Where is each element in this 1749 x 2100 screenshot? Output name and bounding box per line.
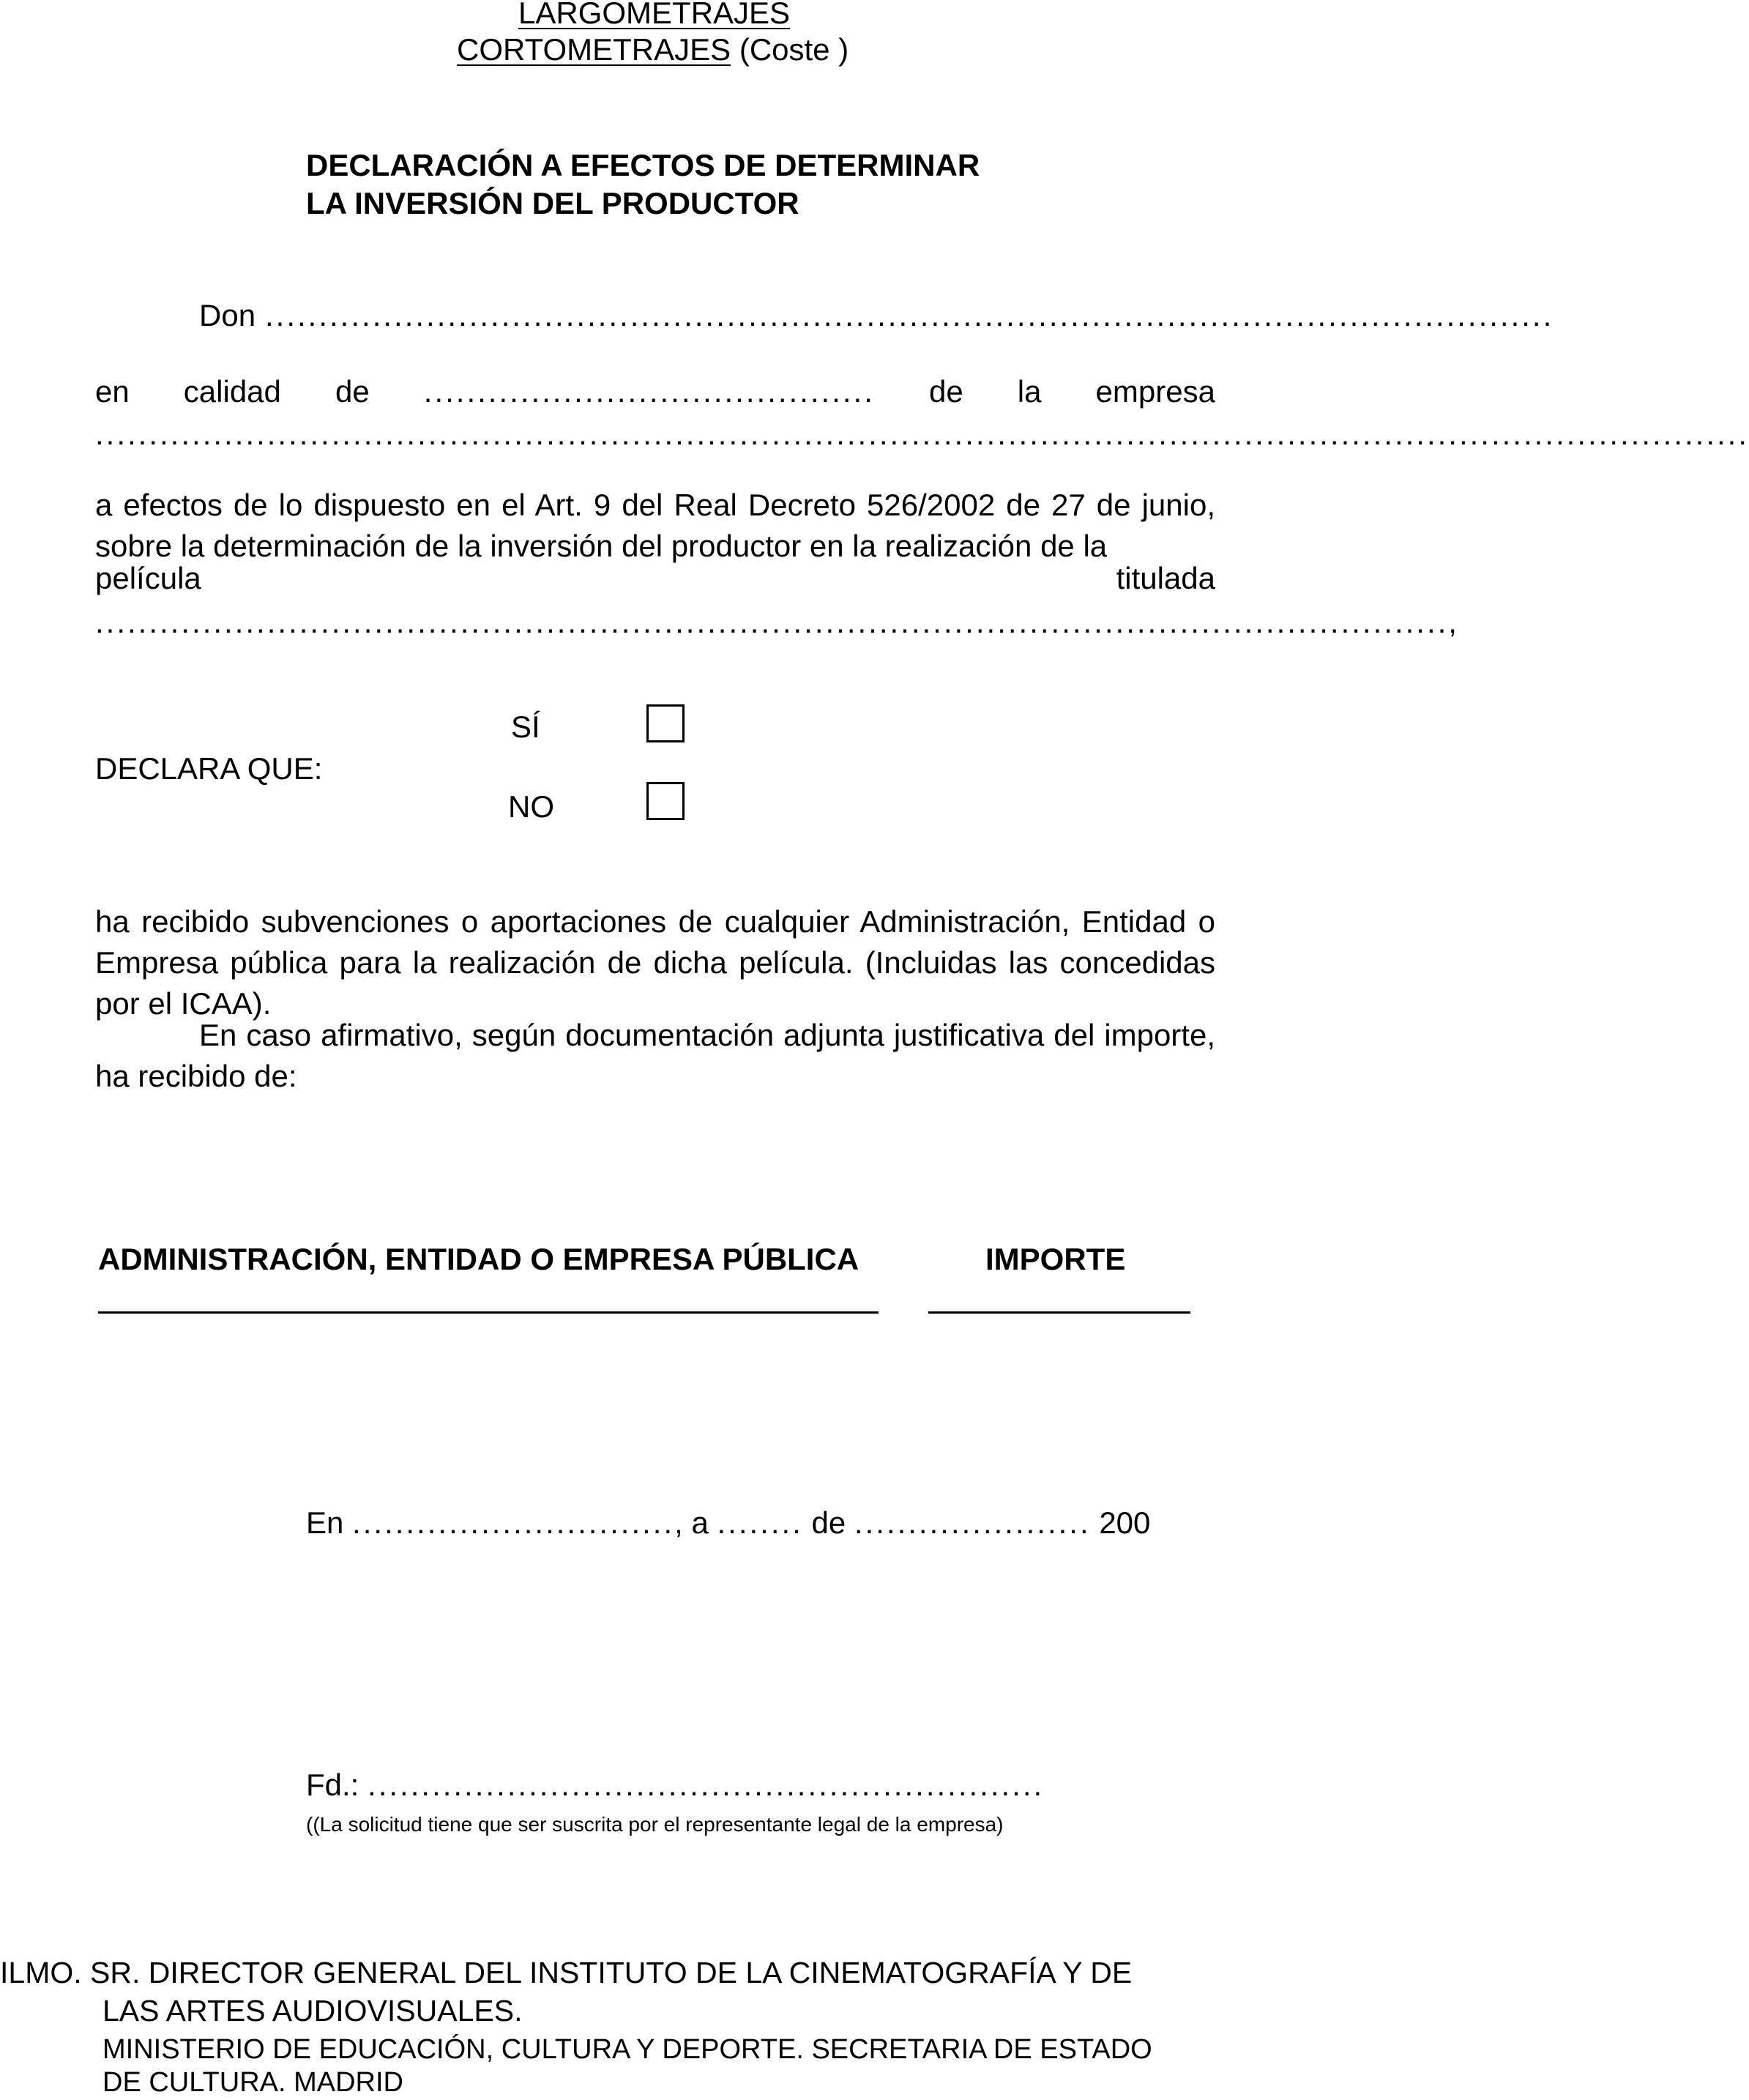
addressee-line-3: MINISTERIO DE EDUCACIÓN, CULTURA Y DEPORTE. SECRETARIA DE ESTADO [102, 2034, 1152, 2065]
decreto-paragraph: a efectos de lo dispuesto en el Art. 9 del Real Decreto 526/2002 de 27 de junio, sobre la determinación de la inversión del productor en la realización de la [95, 488, 1215, 563]
addressee-line-4: DE CULTURA. MADRID [102, 2067, 403, 2098]
no-checkbox[interactable] [646, 782, 685, 820]
header-coste: (Coste ) [731, 32, 849, 67]
signature-line [306, 1765, 1044, 1806]
date-place-field[interactable]: .............................. [352, 1505, 675, 1540]
don-field[interactable]: ........................................................................................................................ [265, 298, 1554, 332]
addressee-line-1: ILMO. SR. DIRECTOR GENERAL DEL INSTITUTO DE LA CINEMATOGRAFÍA Y DE [0, 1956, 1133, 1989]
calidad-word-calidad: calidad [183, 374, 281, 409]
date-a-label: , a [674, 1505, 709, 1540]
no-label: NO [508, 789, 554, 824]
declara-label: DECLARA QUE: [95, 751, 323, 786]
table-header-administracion: ADMINISTRACIÓN, ENTIDAD O EMPRESA PÚBLICA [98, 1242, 859, 1276]
si-checkbox[interactable] [646, 704, 685, 742]
header-cortometrajes: CORTOMETRAJES [457, 32, 731, 67]
date-year-label: 200 [1099, 1505, 1151, 1540]
don-label: Don [199, 298, 256, 332]
date-de-label: de [811, 1505, 846, 1540]
date-en-label: En [306, 1505, 344, 1540]
empresa-field[interactable]: .......................................................................................................................................................... [95, 417, 1749, 451]
calidad-line [95, 371, 1215, 412]
title-line-2: LA INVERSIÓN DEL PRODUCTOR [306, 186, 799, 220]
signature-field[interactable]: ............................................................... [368, 1768, 1045, 1802]
calidad-word-en: en [95, 374, 130, 409]
si-label: SÍ [511, 710, 540, 744]
table-rule-administracion [98, 1311, 879, 1314]
subvenciones-paragraph: ha recibido subvenciones o aportaciones de cualquier Administración, Entidad o Empresa pública para la realización de dicha película. (Incluidas las concedidas por el ICAA). [95, 904, 1215, 1021]
titulada-label: titulada [1116, 561, 1215, 595]
calidad-word-la: la [1017, 374, 1042, 409]
date-line [306, 1503, 1150, 1544]
table-rule-importe [928, 1311, 1190, 1314]
header-largometrajes: LARGOMETRAJES [518, 0, 791, 30]
signature-note: ((La solicitud tiene que ser suscrita por el representante legal de la empresa) [306, 1813, 1004, 1836]
pelicula-label: película [95, 561, 201, 595]
calidad-word-empresa: empresa [1095, 374, 1215, 409]
title-line-1: DECLARACIÓN A EFECTOS DE DETERMINAR [306, 148, 980, 182]
date-month-field[interactable]: ...................... [854, 1505, 1091, 1540]
table-header-importe: IMPORTE [985, 1242, 1126, 1276]
calidad-field[interactable]: .......................................... [423, 374, 875, 409]
signature-fd-label: Fd.: [306, 1768, 359, 1802]
pelicula-line [95, 558, 1215, 599]
addressee-line-2: LAS ARTES AUDIOVISUALES. [102, 1994, 523, 2028]
calidad-word-de2: de [928, 374, 963, 409]
header-cortometrajes-line [457, 29, 849, 70]
titulada-field[interactable]: .............................................................................................................................., [95, 605, 1459, 639]
afirmativo-paragraph: En caso afirmativo, según documentación adjunta justificativa del importe, ha recibido de: [95, 1018, 1215, 1093]
date-day-field[interactable]: ........ [717, 1505, 803, 1540]
calidad-word-de: de [335, 374, 370, 409]
